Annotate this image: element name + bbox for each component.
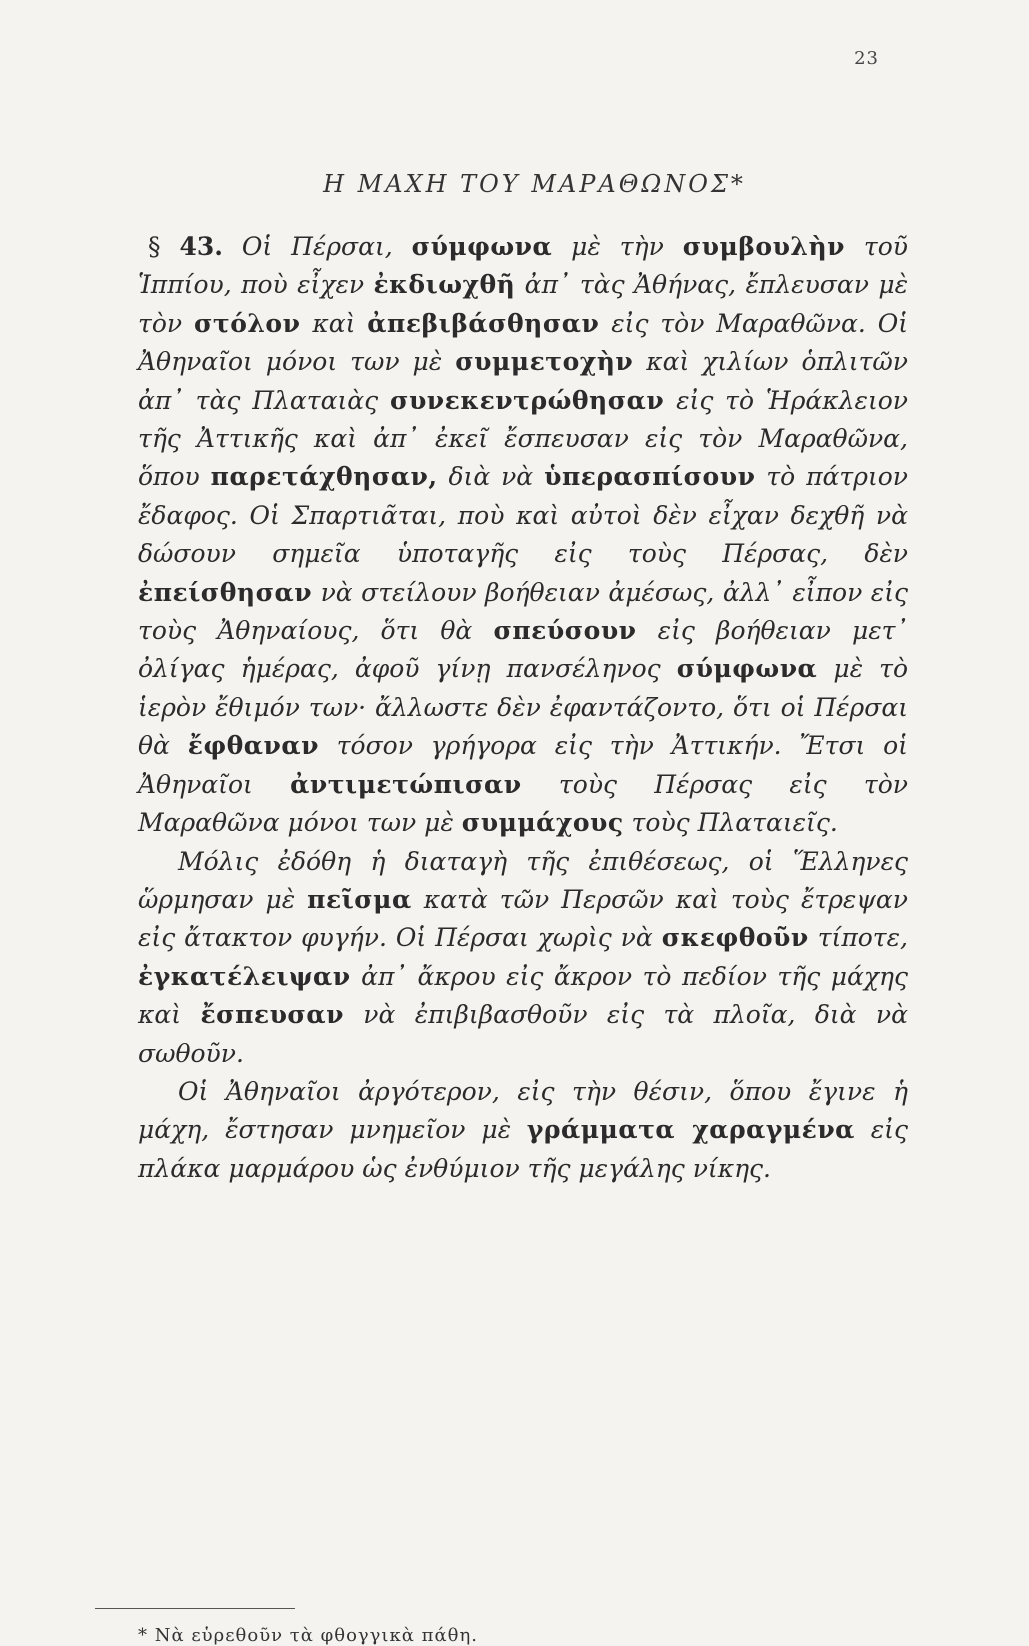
text-run: Οἱ Πέρσαι, bbox=[222, 232, 412, 261]
bold-term: ἐπείσθησαν bbox=[138, 577, 313, 607]
bold-term: γράμματα χαραγμένα bbox=[526, 1115, 855, 1145]
bold-term: συνεκεντρώθησαν bbox=[390, 385, 665, 415]
text-run: τόσον γρήγορα εἰς τὴν Ἀττικήν. Ἔτσι οἱ Ἀθηναῖοι bbox=[138, 731, 908, 799]
bold-term: σύμφωνα bbox=[411, 232, 553, 261]
bold-term: ἀπεβιβάσθησαν bbox=[367, 308, 600, 338]
paragraph-1 bbox=[138, 228, 908, 843]
bold-term: παρετάχθησαν, bbox=[210, 462, 438, 492]
page-number: 23 bbox=[854, 48, 879, 69]
text-run: εἰς βοήθειαν μετ᾽ ὀλίγας ἡμέρας, ἀφοῦ γίνῃ πανσέληνος bbox=[138, 616, 908, 684]
text-run: μὲ τὴν bbox=[552, 232, 683, 261]
footnote-divider bbox=[95, 1608, 295, 1609]
text-run: ἀπ᾽ ἄκρου εἰς ἄκρον τὸ πεδίον τῆς μάχης καὶ bbox=[138, 961, 908, 1030]
text-run: τοῦ Ἱππίου, ποὺ εἶχεν bbox=[138, 232, 908, 300]
section-number: 43. bbox=[179, 232, 223, 261]
text-run: καὶ χιλίων ὁπλιτῶν ἀπ᾽ τὰς Πλαταιὰς bbox=[138, 347, 908, 415]
bold-term: ἐγκατέλειψαν bbox=[138, 961, 351, 991]
bold-term: σύμφωνα bbox=[676, 654, 818, 684]
text-run: εἰς τὸ Ἡράκλειον τῆς Ἀττικῆς καὶ ἀπ᾽ ἐκεῖ ἔσπευσαν εἰς τὸν Μαραθῶνα, ὅπου bbox=[138, 385, 908, 492]
bold-term: ἔσπευσαν bbox=[200, 1000, 344, 1030]
text-run: Οἱ Ἀθηναῖοι ἀργότερον, εἰς τὴν θέσιν, ὅπου ἔγινε ἡ μάχη, ἔστησαν μνημεῖον μὲ bbox=[138, 1076, 908, 1145]
text-run: μὲ τὸ ἱερὸν ἔθιμόν των· ἄλλωστε δὲν ἐφαντάζοντο, ὅτι οἱ Πέρσαι θὰ bbox=[138, 654, 908, 761]
footnote: * Νὰ εὑρεθοῦν τὰ φθογγικὰ πάθη. bbox=[138, 1625, 478, 1646]
bold-term: συμμάχους bbox=[461, 808, 624, 838]
footnote-area bbox=[0, 1000, 1029, 1646]
bold-term: σπεύσουν bbox=[493, 616, 637, 646]
text-run: νὰ στείλουν βοήθειαν ἀμέσως, ἀλλ᾽ εἶπον εἰς τοὺς Ἀθηναίους, ὅτι θὰ bbox=[138, 577, 908, 646]
bold-term: ἀντιμετώπισαν bbox=[290, 769, 522, 799]
text-run: εἰς τὸν Μαραθῶνα. Οἱ Ἀθηναῖοι μόνοι των μὲ bbox=[138, 308, 908, 377]
text-run: Μόλις ἐδόθη ἡ διαταγὴ τῆς ἐπιθέσεως, οἱ Ἕλληνες ὥρμησαν μὲ bbox=[138, 846, 908, 914]
bold-term: στόλον bbox=[193, 308, 301, 338]
page-title: Η ΜΑΧΗ ΤΟΥ ΜΑΡΑΘΩΝΟΣ* bbox=[323, 170, 746, 198]
text-run: διὰ νὰ bbox=[437, 462, 545, 492]
text-run: νὰ ἐπιβιβασθοῦν εἰς τὰ πλοῖα, διὰ νὰ σωθοῦν. bbox=[138, 1000, 908, 1068]
text-run: τίποτε, bbox=[808, 923, 908, 953]
bold-term: ὑπερασπίσουν bbox=[544, 462, 756, 492]
bold-term: σκεφθοῦν bbox=[661, 923, 809, 953]
text-run: καὶ bbox=[300, 308, 368, 338]
bold-term: συμμετοχὴν bbox=[455, 347, 634, 377]
bold-term: ἔφθαναν bbox=[187, 731, 319, 761]
bold-term: πεῖσμα bbox=[307, 884, 412, 914]
text-run: τὸ πάτριον ἔδαφος. Οἱ Σπαρτιᾶται, ποὺ καὶ αὐτοὶ δὲν εἶχαν δεχθῆ νὰ δώσουν σημεῖα ὑποταγῆς εἰς τοὺς Πέρσας, δὲν bbox=[138, 462, 909, 569]
text-run: κατὰ τῶν Περσῶν καὶ τοὺς ἔτρεψαν εἰς ἄτακτον φυγήν. Οἱ Πέρσαι χωρὶς νὰ bbox=[138, 884, 908, 953]
text-run: εἰς πλάκα μαρμάρου ὡς ἐνθύμιον τῆς μεγάλης νίκης. bbox=[138, 1115, 908, 1183]
bold-term: ἐκδιωχθῆ bbox=[373, 270, 516, 300]
text-run: ἀπ᾽ τὰς Ἀθήνας, ἔπλευσαν μὲ τὸν bbox=[138, 270, 908, 338]
bold-term: συμβουλὴν bbox=[682, 232, 845, 261]
text-run: τοὺς Πλαταιεῖς. bbox=[623, 808, 838, 838]
text-run: τοὺς Πέρσας εἰς τὸν Μαραθῶνα μόνοι των μὲ bbox=[138, 769, 908, 838]
section-mark: § bbox=[148, 232, 161, 261]
